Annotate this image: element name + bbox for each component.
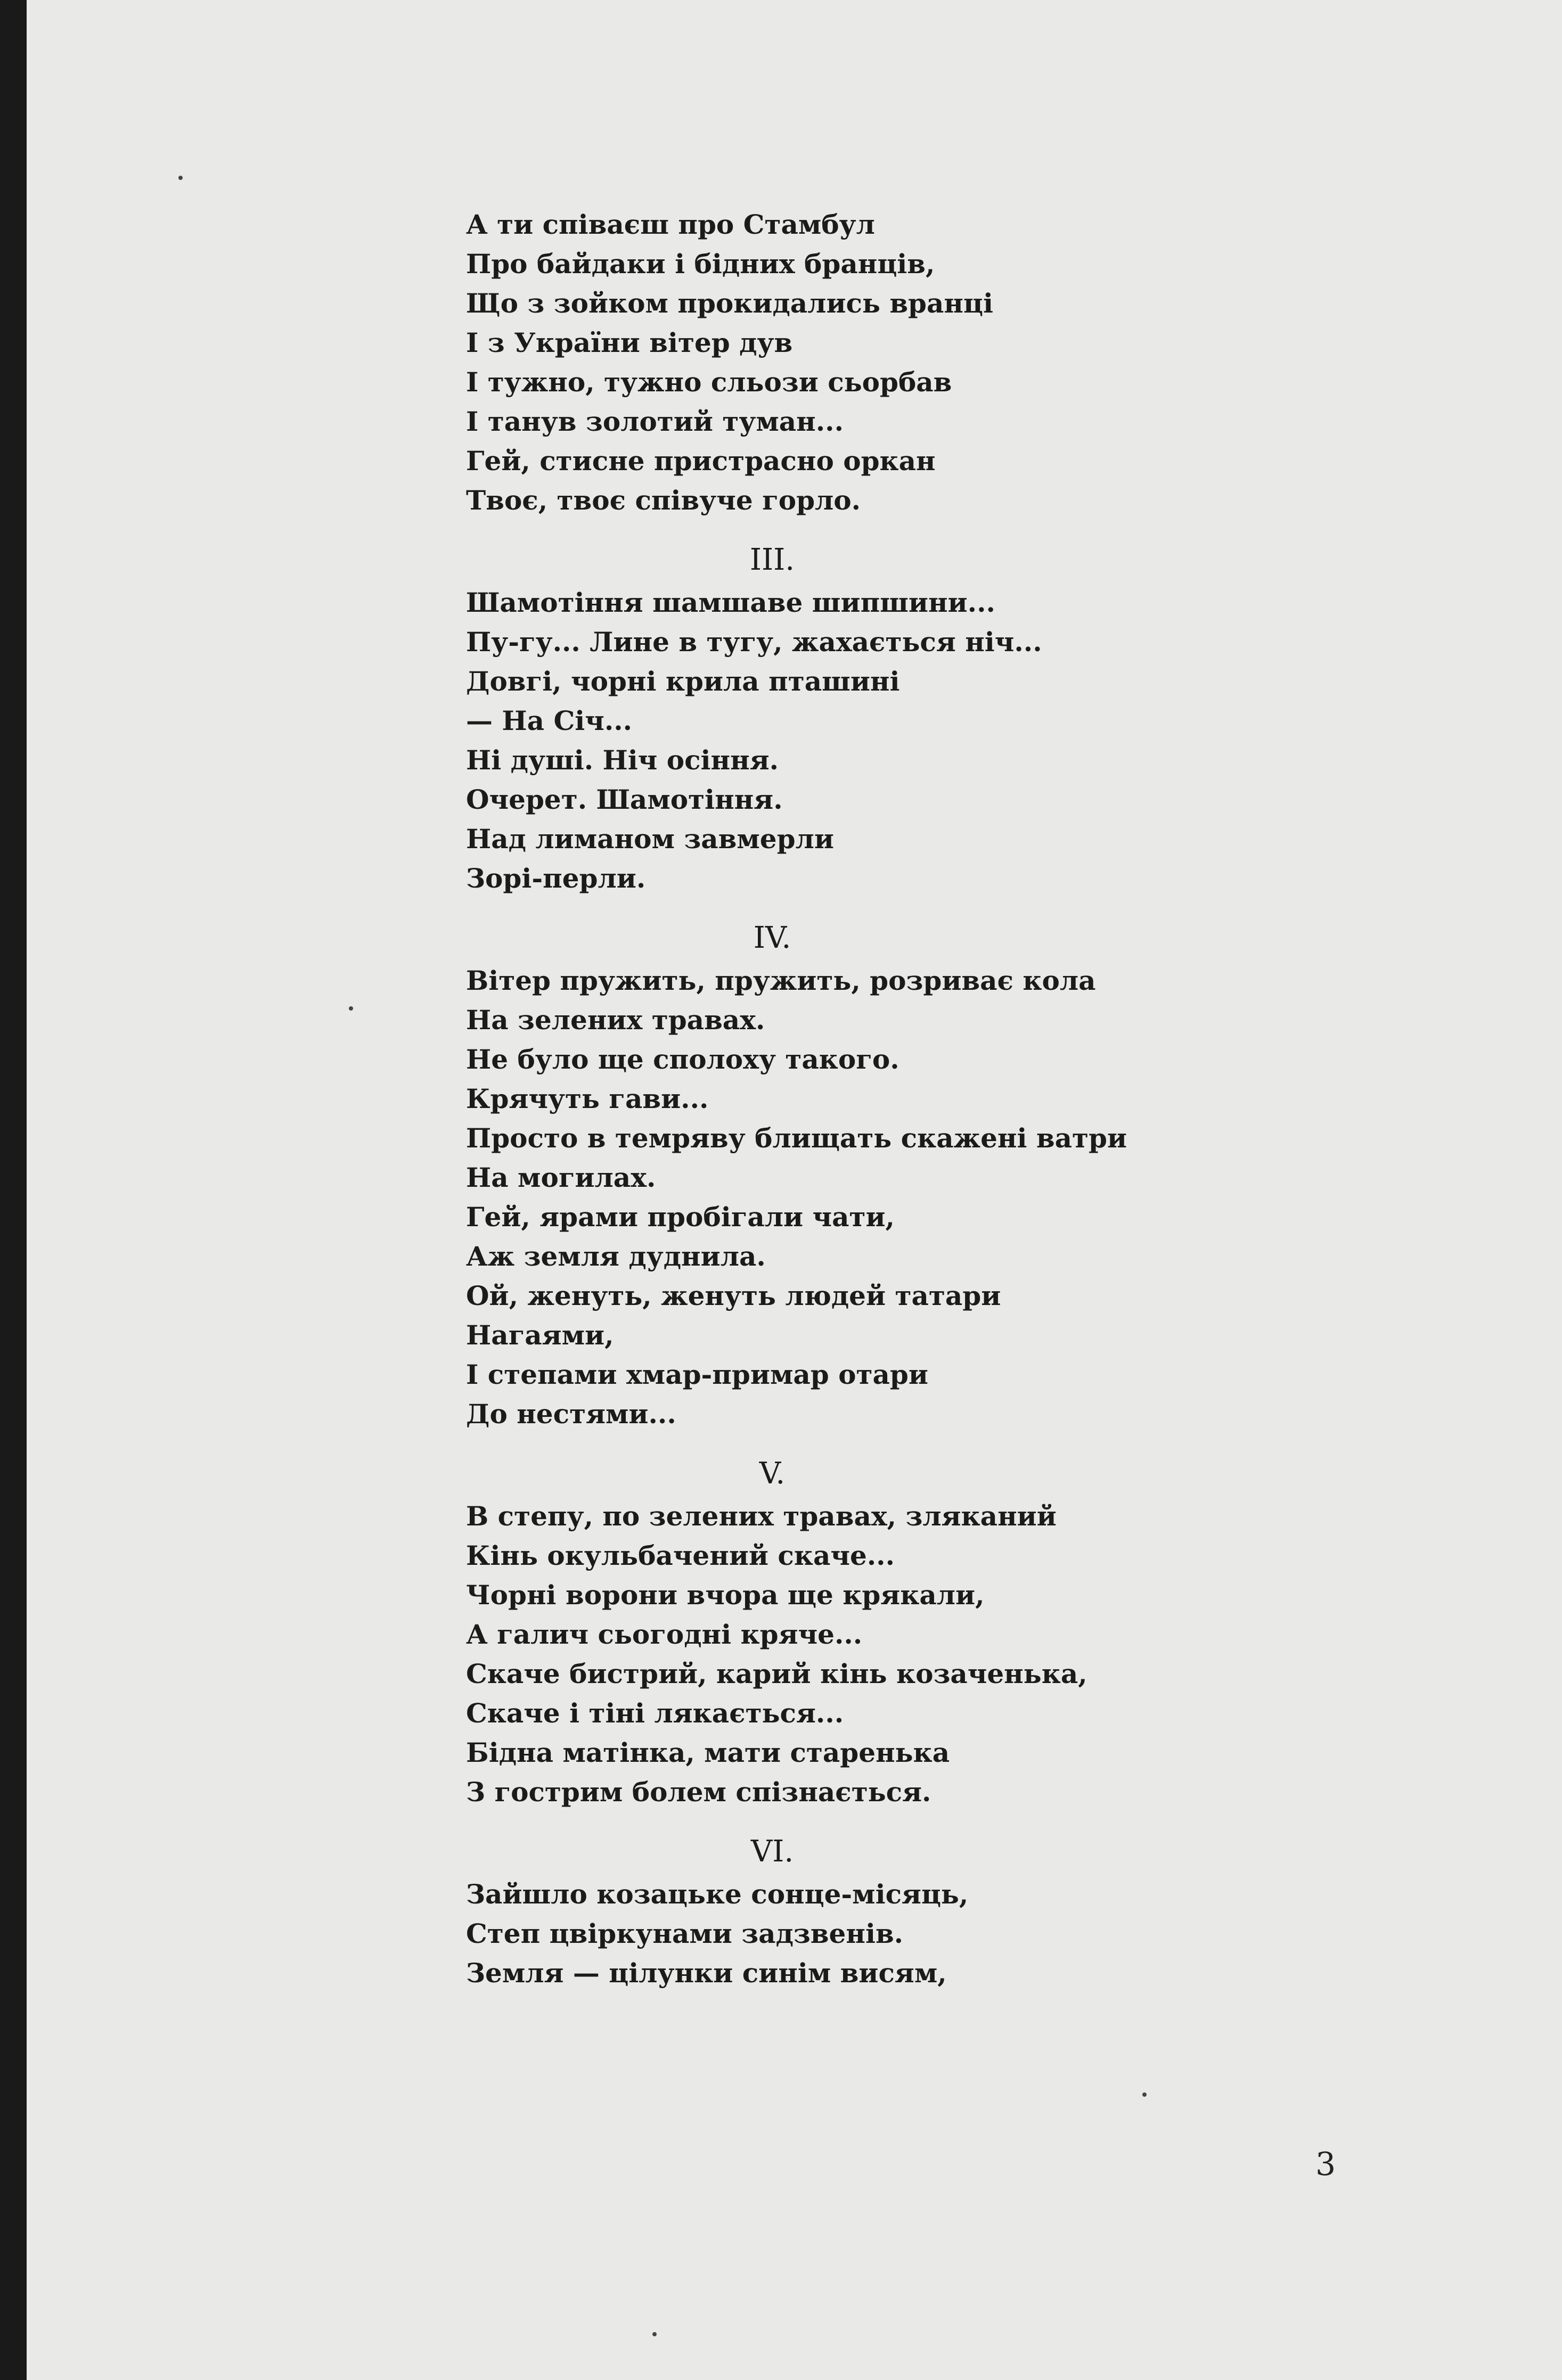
poem-line: Твоє, твоє співуче горло. — [466, 485, 861, 516]
poem-line: На могилах. — [466, 1162, 656, 1193]
poem-line: Очерет. Шамотіння. — [466, 784, 783, 815]
poem-line: І тужно, тужно сльози сьорбав — [466, 366, 952, 398]
poem-line: В степу, по зелених травах, зляканий — [466, 1500, 1057, 1532]
poem-line: А галич сьогодні кряче... — [466, 1619, 863, 1650]
section-iii — [466, 540, 1371, 898]
poem-line: Гей, стисне пристрасно оркан — [466, 445, 936, 477]
poem-line: З гострим болем спізнається. — [466, 1776, 931, 1808]
poem-line: Над лиманом завмерли — [466, 823, 834, 855]
poem-line: Крячуть гави... — [466, 1083, 709, 1114]
poem-line: Зорі-перли. — [466, 863, 646, 894]
section-heading: V. — [759, 1456, 786, 1491]
poem-line: Пу-гу... Лине в тугу, жахається ніч... — [466, 626, 1042, 658]
poem-line: Нагаями, — [466, 1319, 614, 1351]
poem-line: Земля — цілунки синім висям, — [466, 1957, 947, 1989]
poem-line: Вітер пружить, пружить, розриває кола — [466, 965, 1096, 996]
book-page — [27, 0, 1562, 2380]
poem-line: Просто в темряву блищать скажені ватри — [466, 1122, 1127, 1154]
poem-line: Ой, женуть, женуть людей татари — [466, 1280, 1001, 1311]
section-heading: VI. — [750, 1834, 794, 1869]
paper-speck — [178, 176, 183, 180]
poem-line: Скаче і тіні лякається... — [466, 1697, 844, 1729]
poem-line: Про байдаки і бідних бранців, — [466, 248, 935, 280]
section-vi — [466, 1832, 1371, 1993]
paper-speck — [349, 1006, 353, 1011]
section-v — [466, 1454, 1371, 1812]
poem-line: І танув золотий туман... — [466, 406, 844, 437]
poem-line: Скаче бистрий, карий кінь козаченька, — [466, 1658, 1087, 1689]
poem-line: Гей, ярами пробігали чати, — [466, 1201, 895, 1233]
section-heading: III. — [749, 543, 795, 577]
section-heading: IV. — [753, 921, 791, 955]
section-iv — [466, 918, 1371, 1434]
poem-line: А ти співаєш про Стамбул — [466, 209, 875, 240]
poem-line: Зайшло козацьке сонце-місяць, — [466, 1878, 969, 1910]
poem-line: Не було ще сполоху такого. — [466, 1044, 899, 1075]
poem-line: Ні душі. Ніч осіння. — [466, 744, 779, 776]
page-number: 3 — [1315, 2146, 1336, 2183]
poem-line: — На Січ... — [466, 705, 633, 736]
poem-line: І з України вітер дув — [466, 327, 793, 358]
poem-line: Довгі, чорні крила пташині — [466, 666, 900, 697]
poem-line: Степ цвіркунами задзвенів. — [466, 1918, 904, 1949]
paper-speck — [652, 2332, 657, 2336]
poem-line: До нестями... — [466, 1398, 676, 1430]
poem-line: Шамотіння шамшаве шипшини... — [466, 587, 995, 618]
poem-line: Що з зойком прокидались вранці — [466, 288, 993, 319]
poem-line: Аж земля дуднила. — [466, 1241, 766, 1272]
poem-line: Бідна матінка, мати старенька — [466, 1737, 950, 1768]
poem-line: І степами хмар-примар отари — [466, 1359, 928, 1390]
poem-line: Чорні ворони вчора ще крякали, — [466, 1579, 985, 1611]
poem-line: Кінь окульбачений скаче... — [466, 1540, 895, 1571]
poem-line: На зелених травах. — [466, 1004, 765, 1036]
poem-text — [466, 205, 1371, 1993]
paper-speck — [1142, 2092, 1147, 2097]
section-intro — [466, 205, 1371, 520]
